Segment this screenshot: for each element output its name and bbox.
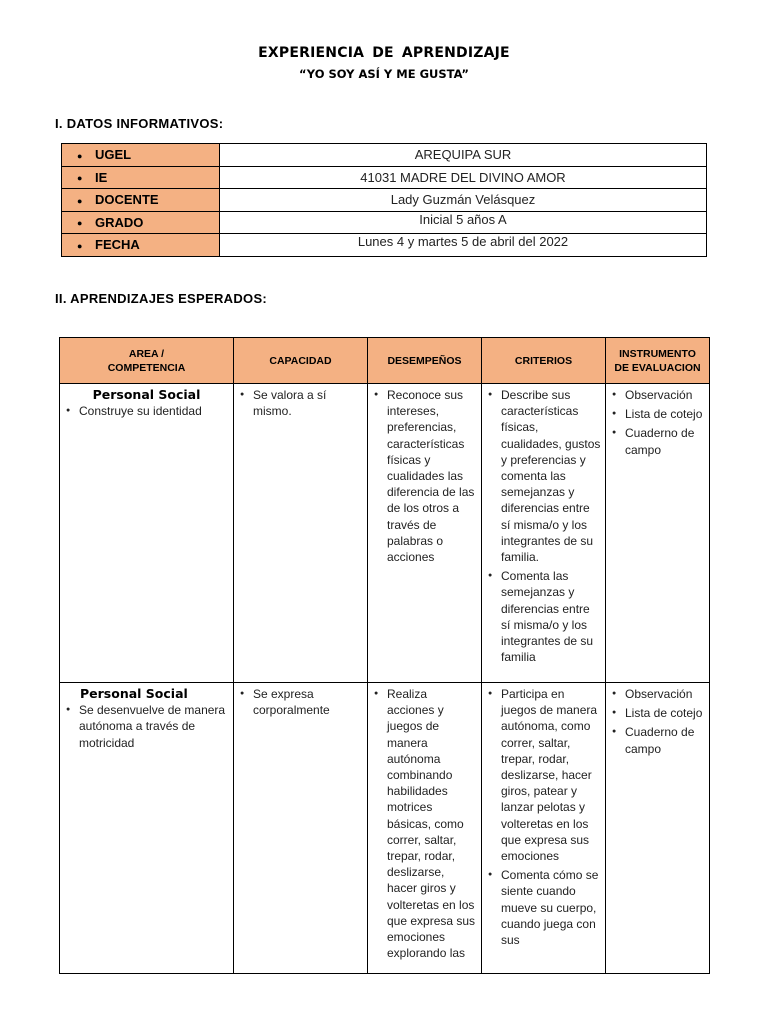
competencia-item: ● Construye su identidad bbox=[64, 403, 229, 419]
instrumento-item: ● Observación bbox=[610, 686, 705, 702]
criterio-item: ● Comenta las semejanzas y diferencias entre sí misma/o y los integrantes de su familia bbox=[486, 568, 601, 665]
table-row bbox=[62, 211, 707, 234]
criterios-cell bbox=[482, 384, 606, 683]
bullet-icon: ● bbox=[77, 150, 83, 161]
column-header-capacidad: CAPACIDAD bbox=[234, 338, 368, 384]
table-header-row bbox=[60, 338, 710, 384]
document-title: EXPERIENCIA DE APRENDIZAJE bbox=[258, 45, 510, 61]
info-label-cell bbox=[62, 234, 220, 257]
bullet-icon: ● bbox=[77, 195, 83, 206]
table-row bbox=[62, 144, 707, 167]
area-cell bbox=[60, 384, 234, 683]
info-label: DOCENTE bbox=[95, 192, 159, 208]
area-title: Personal Social bbox=[80, 686, 188, 701]
table-row bbox=[62, 234, 707, 257]
criterio-item: ● Describe sus características físicas, cualidades, gustos y preferencias y comenta las semejanzas y diferencias entre sí misma/o y los integrantes de su familia. bbox=[486, 387, 601, 565]
desempeno-item: ● Realiza acciones y juegos de manera autónoma combinando habilidades motrices básicas, como correr, saltar, trepar, rodar, deslizarse, hacer giros y volteretas en los que expresa sus emociones explorando las bbox=[372, 686, 477, 961]
column-header-desempenos: DESEMPEÑOS bbox=[368, 338, 482, 384]
competencia-item: ● Se desenvuelve de manera autónoma a través de motricidad bbox=[64, 702, 229, 751]
criterio-item: ● Comenta cómo se siente cuando mueve su cuerpo, cuando juega con sus bbox=[486, 867, 601, 948]
table-row bbox=[60, 683, 710, 974]
bullet-icon: ● bbox=[77, 240, 83, 251]
info-value: 41031 MADRE DEL DIVINO AMOR bbox=[220, 166, 707, 189]
instrumento-item: ● Lista de cotejo bbox=[610, 406, 705, 422]
table-row bbox=[62, 166, 707, 189]
info-label-cell bbox=[62, 144, 220, 167]
info-value: Lady Guzmán Velásquez bbox=[220, 189, 707, 212]
instrumento-item: ● Cuaderno de campo bbox=[610, 724, 705, 756]
column-header-area: AREA / COMPETENCIA bbox=[60, 338, 234, 384]
criterio-item: ● Participa en juegos de manera autónoma, como correr, saltar, trepar, rodar, deslizarse, hacer giros, patear y lanzar pelotas y volteretas en los que expresa sus emociones bbox=[486, 686, 601, 864]
info-label: IE bbox=[95, 169, 108, 185]
info-label: GRADO bbox=[95, 214, 144, 230]
capacidad-item: ● Se expresa corporalmente bbox=[238, 686, 363, 718]
info-label-cell bbox=[62, 211, 220, 234]
section-heading-datos: I. DATOS INFORMATIVOS: bbox=[55, 116, 224, 131]
section-heading-aprendizajes: II. APRENDIZAJES ESPERADOS: bbox=[55, 291, 268, 306]
desempenos-cell bbox=[368, 384, 482, 683]
criterios-cell bbox=[482, 683, 606, 974]
datos-informativos-table bbox=[61, 143, 707, 257]
aprendizajes-table bbox=[59, 337, 710, 974]
info-label-cell bbox=[62, 189, 220, 212]
info-value: Lunes 4 y martes 5 de abril del 2022 bbox=[220, 234, 707, 257]
instrumento-item: ● Observación bbox=[610, 387, 705, 403]
info-label: FECHA bbox=[95, 237, 140, 253]
table-row bbox=[60, 384, 710, 683]
capacidad-item: ● Se valora a sí mismo. bbox=[238, 387, 363, 419]
bullet-icon: ● bbox=[77, 173, 83, 184]
info-value: AREQUIPA SUR bbox=[220, 144, 707, 167]
area-cell bbox=[60, 683, 234, 974]
table-row bbox=[62, 189, 707, 212]
desempeno-item: ● Reconoce sus intereses, preferencias, características físicas y cualidades las diferencia de las de los otros a través de palabras o acciones bbox=[372, 387, 477, 565]
desempenos-cell bbox=[368, 683, 482, 974]
column-header-instrumento: INSTRUMENTO DE EVALUACION bbox=[606, 338, 710, 384]
info-value: Inicial 5 años A bbox=[220, 211, 707, 234]
bullet-icon: ● bbox=[77, 218, 83, 229]
info-label: UGEL bbox=[95, 147, 132, 163]
column-header-criterios: CRITERIOS bbox=[482, 338, 606, 384]
instrumento-item: ● Lista de cotejo bbox=[610, 705, 705, 721]
instrumentos-cell bbox=[606, 384, 710, 683]
capacidad-cell bbox=[234, 384, 368, 683]
instrumentos-cell bbox=[606, 683, 710, 974]
document-subtitle: “YO SOY ASÍ Y ME GUSTA” bbox=[299, 67, 469, 81]
info-label-cell bbox=[62, 166, 220, 189]
capacidad-cell bbox=[234, 683, 368, 974]
area-title: Personal Social bbox=[92, 387, 201, 402]
instrumento-item: ● Cuaderno de campo bbox=[610, 425, 705, 457]
